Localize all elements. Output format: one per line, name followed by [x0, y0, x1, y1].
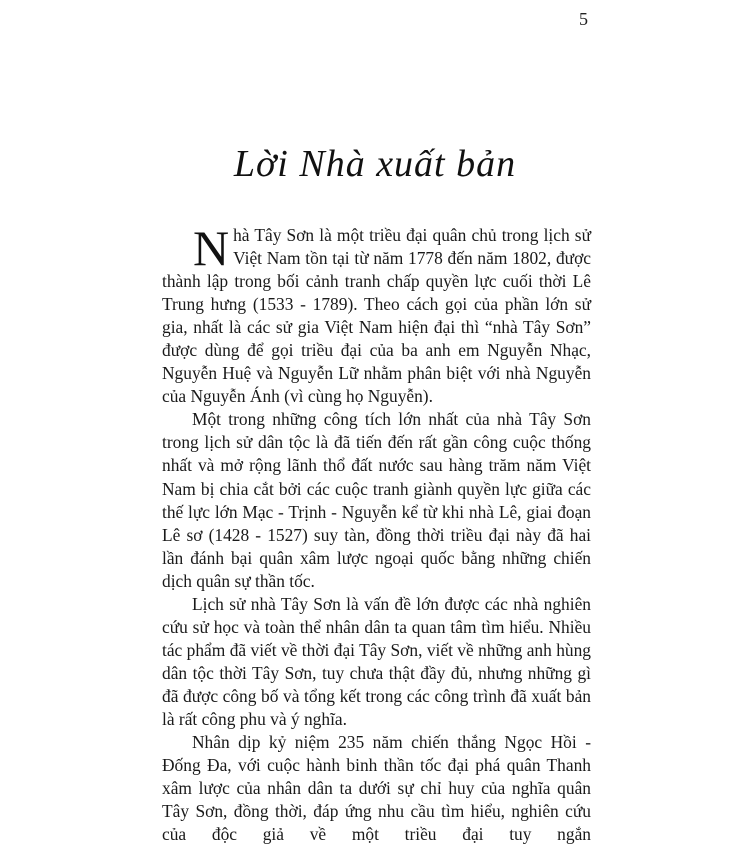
- body-text: [162, 220, 591, 846]
- paragraph-1-text: hà Tây Sơn là một triều đại quân chủ trong lịch sử Việt Nam tồn tại từ năm 1778 đến năm 1802, được thành lập trong bối cảnh tranh chấp quyền lực cuối thời Lê Trung hưng (1533 - 1789). Theo cách gọi của phần lớn sử gia, nhất là các sử gia Việt Nam hiện đại thì “nhà Tây Sơn” được dùng để gọi triều đại của ba anh em Nguyễn Nhạc, Nguyễn Huệ và Nguyễn Lữ nhằm phân biệt với nhà Nguyễn của Nguyễn Ánh (vì cùng họ Nguyễn).: [162, 225, 591, 407]
- paragraph-1: [162, 220, 591, 408]
- page-title: Lời Nhà xuất bản: [233, 143, 517, 185]
- drop-cap: N: [193, 220, 230, 276]
- paragraph-4: Nhân dịp kỷ niệm 235 năm chiến thắng Ngọc Hồi - Đống Đa, với cuộc hành binh thần tốc đại phá quân Thanh xâm lược của nhân dân ta dưới sự chỉ huy của nghĩa quân Tây Sơn, đồng thời, đáp ứng nhu cầu tìm hiểu, nghiên cứu của độc giả về một triều đại tuy ngắn: [162, 732, 591, 845]
- page-number: 5: [579, 9, 588, 29]
- paragraph-2: Một trong những công tích lớn nhất của nhà Tây Sơn trong lịch sử dân tộc là đã tiến đến rất gần công cuộc thống nhất và mở rộng lãnh thổ đất nước sau hàng trăm năm Việt Nam bị chia cắt bởi các cuộc tranh giành quyền lực giữa các thế lực lớn Mạc - Trịnh - Nguyễn kể từ khi nhà Lê, giai đoạn Lê sơ (1428 - 1527) suy tàn, đồng thời triều đại này đã hai lần đánh bại quân xâm lược ngoại quốc bằng những chiến dịch quân sự thần tốc.: [162, 409, 591, 591]
- paragraph-3: Lịch sử nhà Tây Sơn là vấn đề lớn được các nhà nghiên cứu sử học và toàn thể nhân dân ta quan tâm tìm hiểu. Nhiều tác phẩm đã viết về thời đại Tây Sơn, viết về những anh hùng dân tộc thời Tây Sơn, tuy chưa thật đầy đủ, nhưng những gì đã được công bố và tổng kết trong các công trình đã xuất bản là rất công phu và ý nghĩa.: [162, 593, 591, 729]
